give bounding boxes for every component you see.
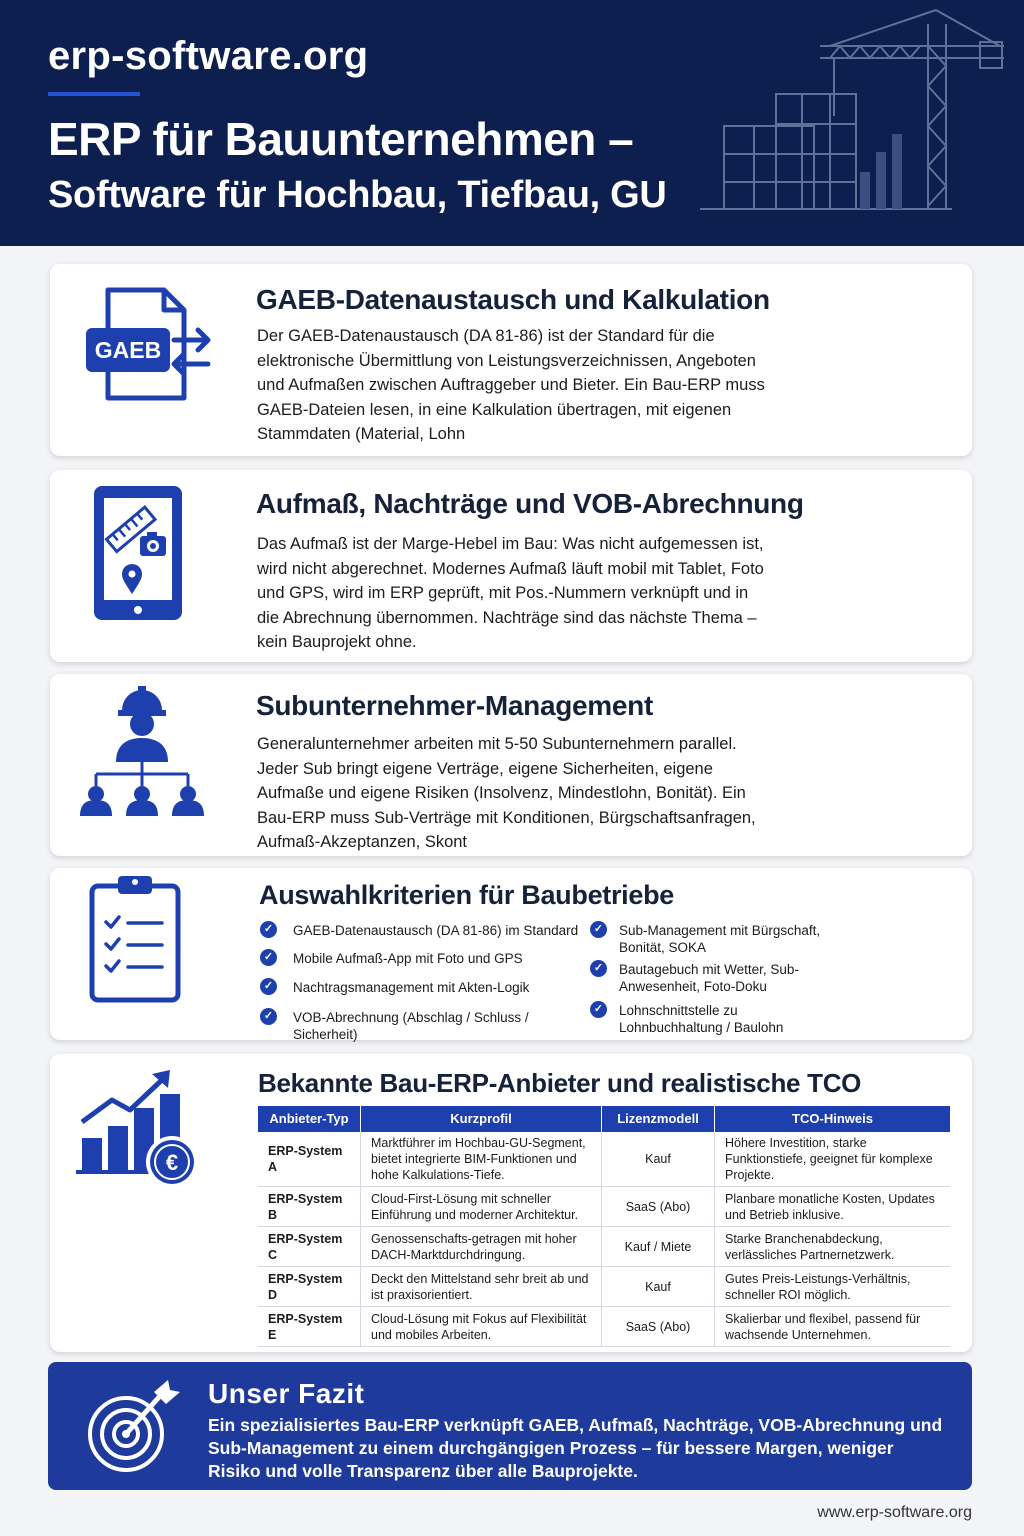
criteria-item-label: Mobile Aufmaß-App mit Foto und GPS [293,951,523,966]
table-row [258,1267,950,1307]
vendor-license: Kauf / Miete [602,1227,715,1267]
criteria-item-label: GAEB-Datenaustausch (DA 81-86) im Standard [293,923,579,938]
criteria-item-label: Lohnschnittstelle zu Lohnbuchhaltung / Baulohn [619,1003,784,1035]
table-header-row [258,1106,950,1132]
target-arrow-icon [84,1376,180,1476]
fazit-text: Ein spezialisiertes Bau-ERP verknüpft GAEB, Aufmaß, Nachträge, VOB-Abrechnung und Sub-Management zu einem durchgängigen Prozess – für bessere Margen, weniger Risiko und volle Transparenz über alle Bauprojekte. [208,1415,943,1481]
page-title: ERP für Bauunternehmen – [48,113,634,165]
criteria-item-label: Bautagebuch mit Wetter, Sub-Anwesenheit, Foto-Doku [619,962,799,994]
vendor-tco: Starke Branchenabdeckung, verlässliches Partnernetzwerk. [715,1227,951,1267]
criteria-item [260,979,580,996]
criteria-item-label: Nachtragsmanagement mit Akten-Logik [293,980,530,995]
org-chart-icon [76,686,208,816]
vendor-profile: Cloud-First-Lösung mit schneller Einführung und moderner Architektur. [361,1187,602,1227]
gaeb-title: GAEB-Datenaustausch und Kalkulation [256,284,770,315]
vendor-type: ERP-System B [258,1187,361,1227]
vendor-tco: Planbare monatliche Kosten, Updates und Betrieb inklusive. [715,1187,951,1227]
table-row [258,1307,950,1347]
fazit-box [48,1362,972,1490]
tco-table [258,1106,950,1347]
vendor-license: Kauf [602,1267,715,1307]
page-subtitle: Software für Hochbau, Tiefbau, GU [48,174,667,216]
crane-icon [690,6,1010,226]
aufmass-text: Das Aufmaß ist der Marge-Hebel im Bau: Was nicht aufgemessen ist, wird nicht abgerechnet. Modernes Aufmaß läuft mobil mit Tablet, Foto und GPS, wird im ERP geprüft, mit Pos.-Nummern verknüpft und in die Abrechnung übernommen. Nachträge sind das nächste Thema – kein Bauprojekt ohne. [257,535,764,651]
column-header: Lizenzmodell [602,1106,715,1132]
column-header: TCO-Hinweis [715,1106,951,1132]
criteria-item-label: VOB-Abrechnung (Abschlag / Schluss / Sicherheit) [293,1010,529,1042]
vendor-type: ERP-System D [258,1267,361,1307]
check-icon: ✓ [590,1001,607,1018]
check-icon: ✓ [590,960,607,977]
tablet-measure-icon [90,482,186,624]
vendors-title: Bekannte Bau-ERP-Anbieter und realistische TCO [258,1068,862,1098]
sub-card [50,674,972,856]
column-header: Kurzprofil [361,1106,602,1132]
check-icon: ✓ [260,1008,277,1025]
clipboard-checklist-icon [88,874,184,1004]
vendor-type: ERP-System A [258,1132,361,1187]
vendor-license: SaaS (Abo) [602,1187,715,1227]
vendor-license: SaaS (Abo) [602,1307,715,1347]
sub-text: Generalunternehmer arbeiten mit 5-50 Subunternehmern parallel. Jeder Sub bringt eigene Verträge, eigene Sicherheiten, eigene Aufmaße und eigene Risiken (Insolvenz, Mindestlohn, Bonität). Ein Bau-ERP muss Sub-Verträge mit Konditionen, Bürgschaftsanfragen, Aufmaß-Akzeptanzen, Skont [257,735,756,851]
fazit-title: Unser Fazit [208,1378,365,1409]
vendor-license: Kauf [602,1132,715,1187]
column-header: Anbieter-Typ [258,1106,361,1132]
svg-text:€: € [165,1150,179,1175]
check-icon: ✓ [260,978,277,995]
criteria-item-label: Sub-Management mit Bürgschaft, Bonität, SOKA [619,923,821,955]
sub-title: Subunternehmer-Management [256,690,653,721]
gaeb-document-icon [78,284,218,404]
vendor-profile: Genossenschafts-getragen mit hoher DACH-Marktdurchdringung. [361,1227,602,1267]
gaeb-card [50,264,972,456]
vendor-tco: Skalierbar und flexibel, passend für wachsende Unternehmen. [715,1307,951,1347]
check-icon: ✓ [590,921,607,938]
criteria-card [50,868,972,1040]
aufmass-title: Aufmaß, Nachträge und VOB-Abrechnung [256,488,804,519]
gaeb-icon-label: GAEB [94,337,162,363]
site-name[interactable]: erp-software.org [48,34,369,78]
table-row [258,1132,950,1187]
header-divider [48,92,140,96]
vendor-tco: Höhere Investition, starke Funktionstiefe, geeignet für komplexe Projekte. [715,1132,951,1187]
criteria-item [260,1009,590,1043]
vendor-type: ERP-System E [258,1307,361,1347]
table-row [258,1227,950,1267]
check-icon: ✓ [260,921,277,938]
footer-url[interactable]: www.erp-software.org [817,1504,972,1521]
growth-chart-euro-icon [72,1064,208,1190]
criteria-item [590,961,870,995]
table-row [258,1187,950,1227]
criteria-title: Auswahlkriterien für Baubetriebe [259,880,675,910]
check-icon: ✓ [260,949,277,966]
criteria-item [590,922,830,956]
vendor-tco: Gutes Preis-Leistungs-Verhältnis, schneller ROI möglich. [715,1267,951,1307]
criteria-item [590,1002,810,1036]
vendors-card [50,1054,972,1352]
vendor-profile: Marktführer im Hochbau-GU-Segment, bietet integrierte BIM-Funktionen und hohe Kalkulations-Tiefe. [361,1132,602,1187]
vendor-type: ERP-System C [258,1227,361,1267]
header-banner [0,0,1024,246]
gaeb-text: Der GAEB-Datenaustausch (DA 81-86) ist der Standard für die elektronische Übermittlung von Leistungsverzeichnissen, Angeboten und Aufmaßen zwischen Auftraggeber und Bieter. Ein Bau-ERP muss GAEB-Dateien lesen, in eine Kalkulation übertragen, mit eigenen Stammdaten (Material, Lohn [257,327,765,443]
criteria-item [260,922,580,939]
criteria-item [260,950,580,967]
aufmass-card [50,470,972,662]
vendor-profile: Deckt den Mittelstand sehr breit ab und ist praxisorientiert. [361,1267,602,1307]
vendor-profile: Cloud-Lösung mit Fokus auf Flexibilität und mobiles Arbeiten. [361,1307,602,1347]
